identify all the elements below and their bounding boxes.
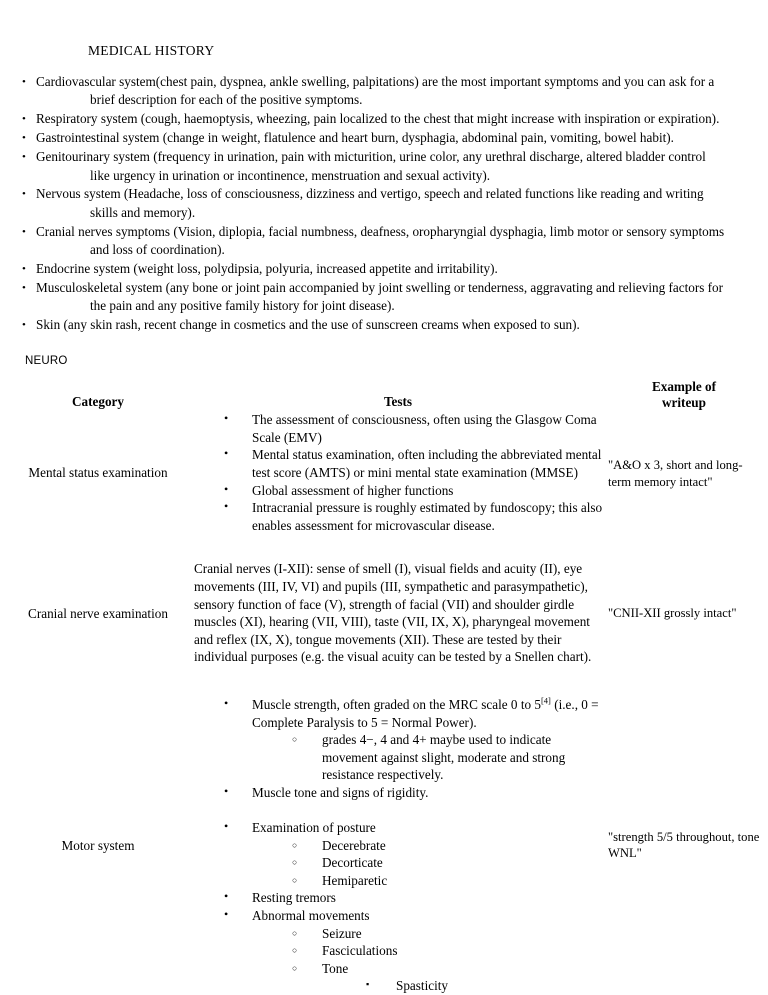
row-category-motor-system: Motor system xyxy=(61,837,135,853)
list-item: • Mental status examination, often including the abbreviated mental test score (AMTS) or mini mental state examination (MMSE) xyxy=(224,446,608,481)
row-example-motor-system: "strength 5/5 throughout, tone WNL" xyxy=(608,830,760,861)
list-item: • The assessment of consciousness, often using the Glasgow Coma Scale (EMV) xyxy=(224,411,608,446)
abnormal-movements-label: Abnormal movements xyxy=(252,908,370,924)
blank-line xyxy=(188,801,608,819)
column-header-example-line1: Example of xyxy=(651,379,717,395)
motor-bullet-list xyxy=(188,696,608,802)
tone-sublist xyxy=(322,977,608,995)
row-spacer xyxy=(8,534,760,560)
column-header-tests: Tests xyxy=(383,393,413,409)
row-example-mental-status: "A&O x 3, short and long-term memory intact" xyxy=(608,458,743,489)
row-example-cranial-nerve: "CNII-XII grossly intact" xyxy=(608,605,737,620)
list-item-abnormal-movements xyxy=(224,907,608,995)
list-item: • Nervous system (Headache, loss of consciousness, dizziness and vertigo, speech and related functions like reading and writing skills and memory). xyxy=(0,185,768,222)
list-item-resting-tremors: • Resting tremors xyxy=(224,889,608,907)
list-item: ○ Seizure xyxy=(292,925,608,943)
citation-marker: [4] xyxy=(540,695,551,706)
list-item: • Gastrointestinal system (change in weight, flatulence and heart burn, dysphagia, abdominal pain, vomiting, bowel habit). xyxy=(0,129,768,147)
cranial-nerve-paragraph: Cranial nerves (I-XII): sense of smell (I), visual fields and acuity (II), eye movements (III, IV, VI) and pupils (III, sympathetic and parasympathetic), sensory function of face (V), strength of facial (VII) and shoulder girdle muscles (XI), hearing (VII, VIII), taste (VII, IX, X), pharyngeal movement and reflex (IX, X), tongue movements (XII). These are tested by their individual purposes (e.g. the visual acuity can be tested by a Snellen chart). xyxy=(194,561,592,665)
table-row xyxy=(8,560,760,666)
list-item: ○ Fasciculations xyxy=(292,942,608,960)
tone-label: Tone xyxy=(322,960,349,976)
list-item: • Intracranial pressure is roughly estimated by fundoscopy; this also enables assessment for microvascular disease. xyxy=(224,499,608,534)
list-item-tone xyxy=(292,960,608,995)
motor-bullet-list-continued xyxy=(188,819,608,995)
column-header-example xyxy=(608,379,760,411)
posture-label: Examination of posture xyxy=(252,820,376,836)
row-spacer xyxy=(8,666,760,696)
list-item: ○ Decerebrate xyxy=(292,837,608,855)
row-tests-motor-system xyxy=(188,696,608,995)
list-item-muscle-strength xyxy=(224,696,608,784)
row-tests-mental-status xyxy=(188,411,608,534)
list-item: • Cardiovascular system(chest pain, dyspnea, ankle swelling, palpitations) are the most important symptoms and you can ask for a brief description for each of the positive symptoms. xyxy=(0,73,768,110)
row-tests-cranial-nerve xyxy=(188,560,608,666)
medical-history-list xyxy=(0,73,768,335)
neuro-exam-table xyxy=(8,379,760,995)
column-header-category: Category xyxy=(72,393,124,409)
tests-bullet-list xyxy=(188,411,608,534)
list-item: ○ grades 4−, 4 and 4+ maybe used to indicate movement against slight, moderate and strong resistance respectively. xyxy=(292,731,608,784)
list-item: • Genitourinary system (frequency in urination, pain with micturition, urine color, any urethral discharge, altered bladder control like urgency in urination or incontinence, menstruation and sexual activity). xyxy=(0,148,768,185)
list-item: • Cranial nerves symptoms (Vision, diplopia, facial numbness, deafness, oropharyngial dysphagia, limb motor or sensory symptoms and loss of coordination). xyxy=(0,223,768,260)
table-row xyxy=(8,411,760,534)
table-header-row xyxy=(8,379,760,411)
list-item: • Skin (any skin rash, recent change in cosmetics and the use of sunscreen creams when exposed to sun). xyxy=(0,316,768,334)
row-category-cranial-nerve: Cranial nerve examination xyxy=(28,605,168,621)
list-item-muscle-tone: • Muscle tone and signs of rigidity. xyxy=(224,784,608,802)
muscle-strength-text-cont: (i.e., 0 = Complete Paralysis to 5 = Normal Power). xyxy=(252,696,599,730)
muscle-strength-text: Muscle strength, often graded on the MRC scale 0 to 5 xyxy=(252,696,541,712)
list-item: • Musculoskeletal system (any bone or joint pain accompanied by joint swelling or tenderness, aggravating and relieving factors for the pain and any positive family history for joint disease). xyxy=(0,279,768,316)
list-item: ▪ Spasticity xyxy=(366,977,608,995)
section-heading-neuro: NEURO xyxy=(25,355,68,368)
list-item: • Global assessment of higher functions xyxy=(224,482,608,500)
column-header-example-line2: writeup xyxy=(662,395,706,411)
muscle-strength-sublist xyxy=(252,731,608,784)
list-item-posture xyxy=(224,819,608,889)
page-title: MEDICAL HISTORY xyxy=(88,43,215,58)
list-item: ○ Decorticate xyxy=(292,854,608,872)
row-category-mental-status: Mental status examination xyxy=(28,465,168,481)
list-item: ○ Hemiparetic xyxy=(292,872,608,890)
list-item: • Endocrine system (weight loss, polydipsia, polyuria, increased appetite and irritability). xyxy=(0,260,768,278)
table-row xyxy=(8,696,760,995)
abnormal-movements-sublist xyxy=(252,925,608,995)
posture-sublist xyxy=(252,837,608,890)
list-item: • Respiratory system (cough, haemoptysis, wheezing, pain localized to the chest that might increase with inspiration or expiration). xyxy=(0,110,768,128)
